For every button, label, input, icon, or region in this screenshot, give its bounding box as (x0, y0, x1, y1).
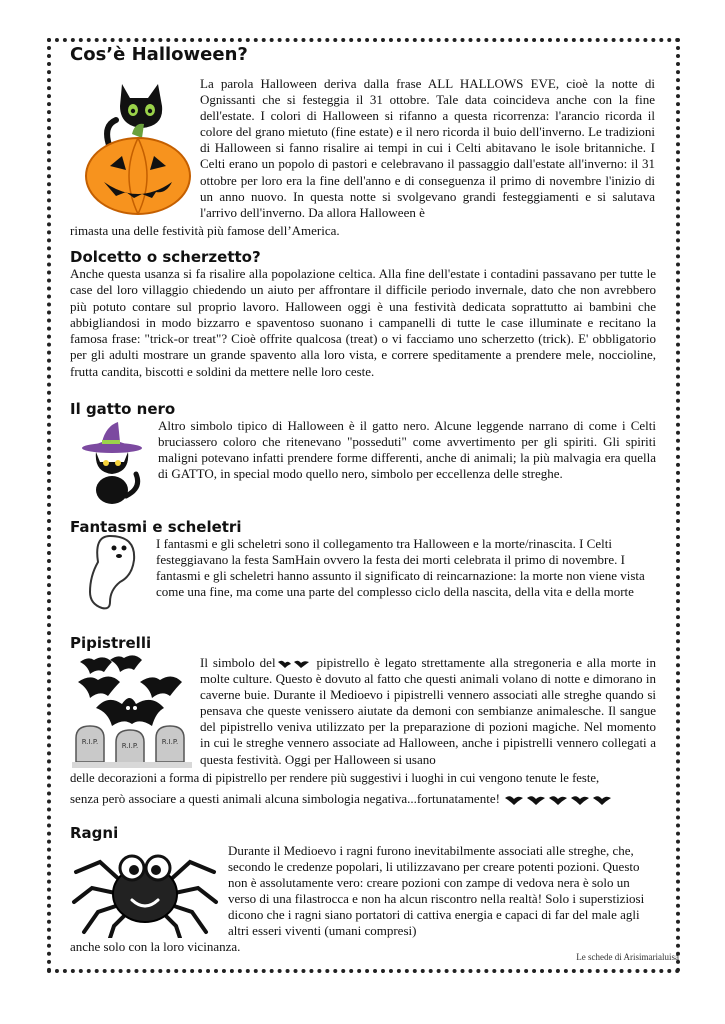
witch-cat-icon (72, 418, 152, 506)
section-text-dolcetto: Anche questa usanza si fa risalire alla popolazione celtica. Alla fine dell'estate i contadini passavano per tutte le case del loro villaggio chiedendo un aiuto per affrontare il difficile periodo invernale, dato che non avrebbero più potuto contare sul proprio lavoro. Halloween oggi è una festività dedicata soprattutto ai bambini che abbigliandosi in modo bizzarro e spaventoso suonano i campanelli di tutte le case illuminate e recitano la famosa frase: "trick-or treat"? Cioè offrite qualcosa (treat) o vi facciamo uno scherzetto (trick). E' obbligatorio per gli adulti mostrare un grande spavento alla loro vista, e correre speditamente a prendere mele, noccioline, frutta candita, biscotti e soldini da mettere nelle loro ceste. (70, 266, 656, 379)
section-text-gatto: Altro simbolo tipico di Halloween è il gatto nero. Alcune leggende narrano di come i Celti bruciassero coloro che ritenevano "posseduti" come avvertimento per gli spiriti. Gli spiriti maligni potevano infatti prendere forme differenti, anche di animali; la più malvagia era quella di GATTO, in special modo quello nero, simbolo per eccellenza delle streghe. (158, 418, 656, 482)
section-text-pipistrelli-start: Il simbolo del (200, 655, 276, 670)
section-title-ragni: Ragni (70, 824, 119, 842)
section-text-halloween: La parola Halloween deriva dalla frase ALL HALLOWS EVE, cioè la notte di Ognissanti che si festeggia il 31 ottobre. Tale data coincideva anche con la fine dell'estate. I colori di Halloween si rifanno a questa ricorrenza: l'arancio ricorda il colore del grano mietuto (fine estate) e il nero ricorda il buio dell'inverno. Le tradizioni di Halloween si fanno risalire ai tempi in cui i Celti abitavano le isole britanniche. I Celti erano un popolo di pastori e celebravano il passaggio dall'estate all'inverno: il 31 ottobre per loro era la fine dell'anno e di conseguenza il primo di novembre l'inizio di un anno nuovo. In questa notte si svolgevano grandi festeggiamenti e si salutava l'arrivo dell'inverno. Da allora Halloween è (200, 76, 655, 220)
black-cat-on-pumpkin-icon (80, 78, 195, 216)
page-credit: Le schede di Arisimarialuisa (576, 952, 679, 962)
tombstone-label-3: R.I.P. (161, 738, 179, 746)
section-text-pipistrelli-tail: delle decorazioni a forma di pipistrello per rendere più suggestivi i luoghi in cui vengono tenute le feste, (70, 771, 600, 785)
section-title-pipistrelli: Pipistrelli (70, 634, 152, 652)
spider-icon (70, 842, 220, 938)
bat-row-icon (503, 794, 613, 806)
section-title-dolcetto: Dolcetto o scherzetto? (70, 248, 261, 266)
section-text-fantasmi: I fantasmi e gli scheletri sono il collegamento tra Halloween e la morte/rinascita. I Celti festeggiavano la festa SamHain ovvero la festa dei morti celebrata il primo di novembre. I fantasmi e gli scheletri hanno assunto il significato di reincarnazione: la morte non viene vista come una fine, ma come una parte del complesso ciclo della nascita, della vita e della morte (156, 536, 645, 600)
section-text-pipistrelli-tail2 (70, 791, 660, 807)
section-text-ragni: Durante il Medioevo i ragni furono inevitabilmente associati alle streghe, che, secondo le credenze popolari, li utilizzavano per creare potenti pozioni. Questo non è assolutamente vero: creare pozioni con zampe di vedova nera è solo un verso di una filastrocca e non ha alcun riscontro nella realtà! Solo i superstiziosi dicono che i ragni siano portatori di cattiva energia e capaci di far del male agli altri esseri viventi (umani compresi) (228, 843, 645, 939)
section-text-pipistrelli-end: senza però associare a questi animali alcuna simbologia negativa...fortunatamente! (70, 791, 500, 806)
tombstone-label-1: R.I.P. (81, 738, 99, 746)
section-title-halloween: Cos’è Halloween? (70, 44, 248, 65)
tombstone-label-2: R.I.P. (121, 742, 139, 750)
bats-and-tombstones-icon (72, 652, 192, 770)
section-title-gatto: Il gatto nero (70, 400, 176, 418)
section-text-pipistrelli (200, 655, 656, 768)
ghost-icon (80, 532, 148, 612)
section-text-halloween-tail: rimasta una delle festività più famose dell’America. (70, 223, 340, 238)
section-title-fantasmi: Fantasmi e scheletri (70, 518, 242, 536)
inline-bat-icon (276, 659, 312, 669)
section-text-ragni-tail: anche solo con la loro vicinanza. (70, 939, 241, 954)
section-text-pipistrelli-body: pipistrello è legato strettamente alla stregoneria e alla morte in molte culture. Questo è dovuto al fatto che questi animali volano di notte e dimorano in caverne buie. Durante il Medioevo i pipistrelli vennero associati alle streghe quando si pensava che queste venissero aiutate da demoni con sembianze animalesche. Il sangue del pipistrello veniva utilizzato per la preparazione di pozioni magiche. Nel momento in cui le streghe vennero associate ad Halloween, anche i pipistrelli vennero collegati a questa festività. Oggi per Halloween si usano (200, 655, 657, 767)
